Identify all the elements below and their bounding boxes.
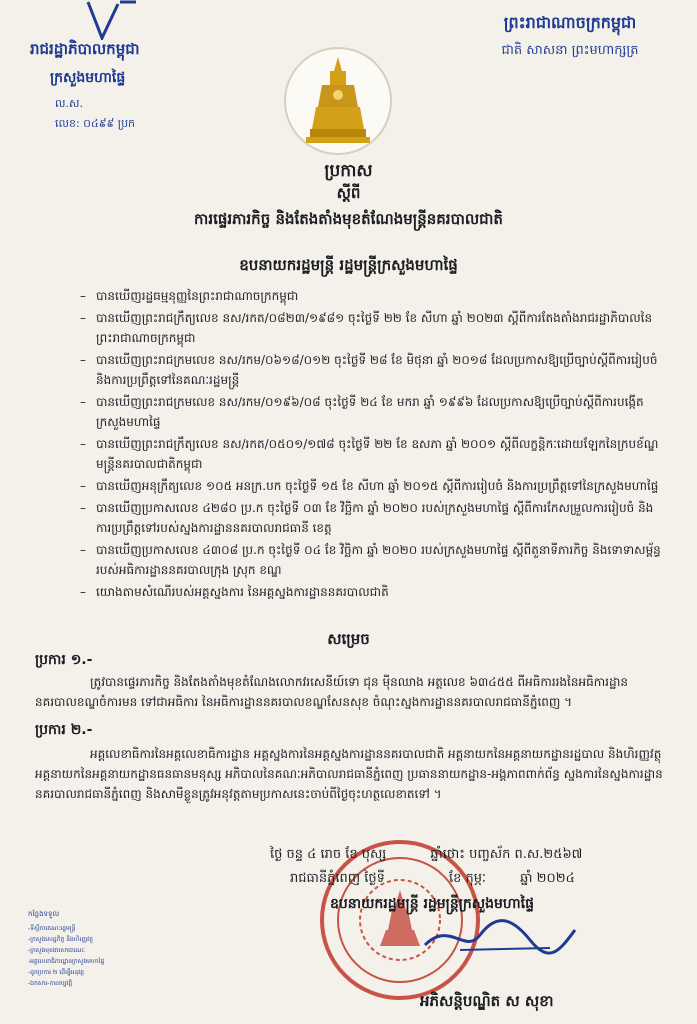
consideration-item: – បានឃើញព្រះរាជក្រមលេខ នស/រកម/០១៩៦/០៨ ចុះថ្ងៃទី ២៤ ខែ មករា ឆ្នាំ ១៩៩៦ ដែលប្រកាសឱ្យប្រើច្បាប់ស្តីពីការបង្កើតក្រសួងមហាផ្ទៃ (80, 392, 665, 432)
reference-code: ល.ស. (55, 97, 83, 110)
lunar-year: ឆ្នាំថោះ បញ្ចស័ក ព.ស.២៥៦៧ (430, 847, 583, 862)
document-type: ប្រកាស (324, 161, 373, 181)
consideration-item: – បានឃើញរដ្ឋធម្មនុញ្ញនៃព្រះរាជាណាចក្រកម្ពុជា (80, 286, 665, 306)
recipients-heading: កន្លែងទទួល (28, 910, 60, 918)
recipients-block (28, 910, 203, 989)
document-number: លេខ: ០៤៩៩ ប្រក (55, 117, 136, 130)
consideration-item: – បានឃើញប្រកាសលេខ ៤២៨០ ប្រ.ក ចុះថ្ងៃទី ០៣ ខែ វិច្ឆិកា ឆ្នាំ ២០២០ របស់ក្រសួងមហាផ្ទៃ ស្តីពីការកែសម្រួលការរៀបចំ និងការប្រព្រឹត្តទៅរបស់ស្នងការដ្ឋាននគរបាលរាជធានី ខេត្ត (80, 498, 665, 538)
consideration-item: – បានឃើញព្រះរាជក្រឹត្យលេខ នស/រកត/០៨២៣/១៩៨១ ចុះថ្ងៃទី ២២ ខែ សីហា ឆ្នាំ ២០២៣ ស្តីពីការតែងតាំងរាជរដ្ឋាភិបាលនៃព្រះរាជាណាចក្រកម្ពុជា (80, 308, 665, 348)
consideration-item: – បានឃើញព្រះរាជក្រឹត្យលេខ នស/រកត/០៥០១/១៧៨ ចុះថ្ងៃទី ២២ ខែ ឧសភា ឆ្នាំ ២០០១ ស្តីពីលក្ខន្តិកៈដោយឡែកនៃក្របខ័ណ្ឌមន្ត្រីនគរបាលជាតិកម្ពុជា (80, 434, 665, 474)
solar-month: ខែ កុម្ភៈ (449, 871, 487, 886)
recipient-item: -ក្រសួងសេដ្ឋកិច្ច និងហិរញ្ញវត្ថុ (28, 936, 93, 943)
recipient-item: -ក្រសួងមុខងារសាធារណៈ (28, 947, 85, 954)
decision-heading: សម្រេច (327, 630, 370, 648)
consideration-item: – បានឃើញព្រះរាជក្រមលេខ នស/រកម/០៦១៨/០១២ ចុះថ្ងៃទី ២៨ ខែ មិថុនា ឆ្នាំ ២០១៨ ដែលប្រកាសឱ្យប្រើច្បាប់ស្តីពីការរៀបចំ និងការប្រព្រឹត្តទៅនៃគណៈរដ្ឋមន្ត្រី (80, 350, 665, 390)
lunar-day: ថ្ងៃ ចន្ទ ៤ រោច ខែ បុស្ស (270, 847, 387, 862)
ministry-emblem (282, 45, 394, 157)
place-and-day: រាជធានីភ្នំពេញ ថ្ងៃទី (290, 871, 385, 886)
pen-mark (80, 0, 140, 40)
solar-year: ឆ្នាំ ២០២៤ (520, 871, 575, 886)
ministry-name: ក្រសួងមហាផ្ទៃ (50, 70, 126, 86)
consideration-item: – បានឃើញប្រកាសលេខ ៤៣០៨ ប្រ.ក ចុះថ្ងៃទី ០៤ ខែ វិច្ឆិកា ឆ្នាំ ២០២០ របស់ក្រសួងមហាផ្ទៃ ស្តីពីតួនាទីភារកិច្ច និងទោទាសម្ព័ន្ធរបស់អធិការដ្ឋាននគរបាលក្រុង ស្រុក ខណ្ឌ (80, 540, 665, 580)
document-title: ការផ្ទេរភារកិច្ច និងតែងតាំងមុខតំណែងមន្ត្រីនគរបាលជាតិ (194, 210, 503, 228)
recipient-item: -ដូចប្រការ ២ ដើម្បីអនុវត្ត (28, 969, 84, 976)
government-name: រាជរដ្ឋាភិបាលកម្ពុជា (30, 40, 140, 58)
recipient-item: -ទីស្តីការគណៈរដ្ឋមន្ត្រី (28, 925, 76, 932)
national-motto: ជាតិ សាសនា ព្រះមហាក្សត្រ (501, 43, 639, 58)
recipient-item: -ឯកសារ-កាលប្បវត្តិ (28, 980, 73, 987)
consideration-item: – បានឃើញអនុក្រឹត្យលេខ ១០៥ អនក្រ.បក ចុះថ្ងៃទី ១៥ ខែ សីហា ឆ្នាំ ២០១៥ ស្តីពីការរៀបចំ និងការប្រព្រឹត្តទៅនៃក្រសួងមហាផ្ទៃ (80, 476, 665, 496)
kingdom-name: ព្រះរាជាណាចក្រកម្ពុជា (503, 13, 637, 32)
lunar-date-line (270, 846, 690, 865)
article-2-text: អគ្គលេខាធិការនៃអគ្គលេខាធិការដ្ឋាន អគ្គស្នងការនៃអគ្គស្នងការដ្ឋាននគរបាលជាតិ អគ្គនាយកនៃអគ្គនាយកដ្ឋានរដ្ឋបាល និងហិរញ្ញវត្ថុ អគ្គនាយកនៃអគ្គនាយកដ្ឋានធនធានមនុស្ស អភិបាលនៃគណៈអភិបាលរាជធានីភ្នំពេញ ប្រធាននាយកដ្ឋាន-អង្គភាពពាក់ព័ន្ធ ស្នងការនៃស្នងការដ្ឋាននគរបាលរាជធានីភ្នំពេញ និងសាមីខ្លួនត្រូវអនុវត្តតាមប្រកាសនេះចាប់ពីថ្ងៃចុះហត្ថលេខាតទៅ ។ (35, 747, 663, 801)
article-1-text: ត្រូវបានផ្ទេរភារកិច្ច និងតែងតាំងមុខតំណែងលោកវរសេនីយ៍ទោ ជុន មុីនឈាង អត្តលេខ ៦៣៤៥៥ ពីអធិការរងនៃអធិការដ្ឋាននគរបាលខណ្ឌចំការមន ទៅជាអធិការ នៃអធិការដ្ឋាននគរបាលខណ្ឌសែនសុខ ចំណុះស្នងការដ្ឋាននគរបាលរាជធានីភ្នំពេញ ។ (35, 675, 628, 709)
issuing-ministry-block (30, 40, 230, 133)
signatory-name: អភិសន្តិបណ្ឌិត ស សុខា (420, 992, 554, 1010)
article-2-label: ប្រការ ២.- (35, 722, 93, 738)
considerations-list (80, 286, 665, 604)
handwritten-signature (420, 910, 580, 960)
subject-label: ស្តីពី (336, 184, 361, 202)
solar-date-line (290, 870, 690, 889)
recipient-item: -អគ្គលេខាធិការដ្ឋានក្រសួងមហាផ្ទៃ (28, 958, 105, 965)
article-1-label: ប្រការ ១.- (35, 652, 93, 668)
kingdom-header (455, 12, 685, 61)
consideration-item: – យោងតាមសំណើរបស់អគ្គស្នងការ នៃអគ្គស្នងការដ្ឋាននគរបាលជាតិ (80, 582, 665, 602)
issuing-authority: ឧបនាយករដ្ឋមន្ត្រី រដ្ឋមន្ត្រីក្រសួងមហាផ្ទៃ (239, 256, 458, 274)
signatory-title: ឧបនាយករដ្ឋមន្ត្រី រដ្ឋមន្ត្រីក្រសួងមហាផ្ទៃ (330, 896, 535, 912)
